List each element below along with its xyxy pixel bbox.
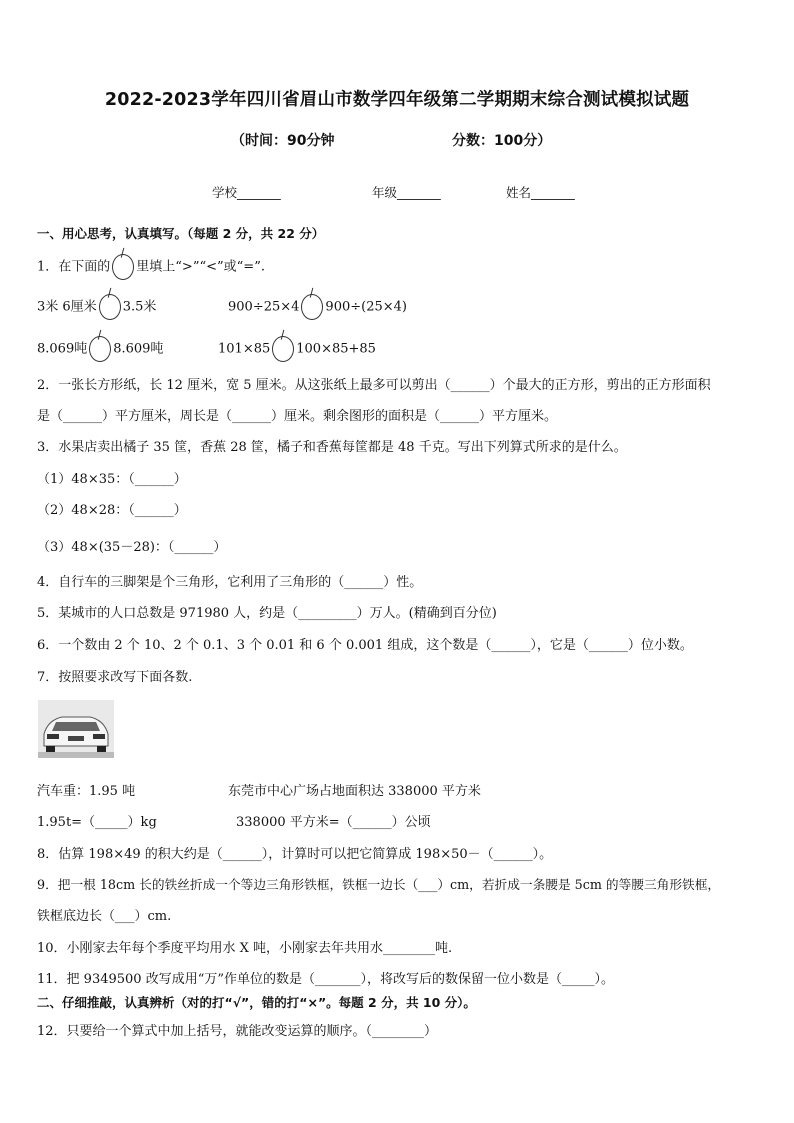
q12: 12．只要给一个算式中加上括号，就能改变运算的顺序。（________） bbox=[37, 1024, 438, 1039]
q1-item-b bbox=[228, 294, 407, 320]
exam-score: 分数：100分） bbox=[452, 133, 552, 149]
q1-a-right: 3.5米 bbox=[122, 299, 157, 315]
q2-line1: 2．一张长方形纸，长 12 厘米，宽 5 厘米。从这张纸上最多可以剪出（______）个最大的正方形，剪出的正方形面积 bbox=[37, 378, 711, 393]
q1-d-left: 101×85 bbox=[218, 341, 271, 357]
q11: 11．把 9349500 改写成用“万”作单位的数是（_______），将改写后的数保留一位小数是（_____）。 bbox=[37, 972, 614, 987]
q1-prompt bbox=[37, 254, 265, 280]
q7-answer-kg: 1.95t=（_____）kg bbox=[37, 815, 157, 830]
q1-d-right: 100×85+85 bbox=[296, 341, 376, 357]
compare-circle-icon bbox=[112, 254, 134, 280]
page-title: 2022-2023学年四川省眉山市数学四年级第二学期期末综合测试模拟试题 bbox=[104, 90, 690, 110]
compare-circle-icon[interactable] bbox=[89, 336, 111, 362]
q3-sub1: （1）48×35：（______） bbox=[37, 472, 187, 487]
q7-car-weight: 汽车重：1.95 吨 bbox=[37, 784, 136, 799]
q1-c-left: 8.069吨 bbox=[37, 341, 88, 357]
q3-stem: 3．水果店卖出橘子 35 筐，香蕉 28 筐，橘子和香蕉每筐都是 48 千克。写出下列算式所求的是什么。 bbox=[37, 440, 627, 455]
q10: 10．小刚家去年每个季度平均用水 X 吨，小刚家去年共用水________吨. bbox=[37, 941, 453, 956]
compare-circle-icon[interactable] bbox=[99, 294, 121, 320]
q1-item-a bbox=[37, 294, 156, 320]
q2-line2: 是（______）平方厘米，周长是（______）厘米。剩余图形的面积是（______）平方厘米。 bbox=[37, 409, 558, 424]
section2-heading: 二、仔细推敲，认真辨析（对的打“√”，错的打“×”。每题 2 分，共 10 分）。 bbox=[37, 995, 476, 1010]
name-field: 姓名_______ bbox=[506, 185, 575, 200]
grade-field: 年级_______ bbox=[372, 185, 441, 200]
q1-c-right: 8.609吨 bbox=[113, 341, 164, 357]
q9-line2: 铁框底边长（___）cm. bbox=[37, 909, 172, 924]
exam-time: （时间：90分钟 bbox=[231, 133, 335, 149]
q1-prefix: 1．在下面的 bbox=[37, 259, 111, 275]
q3-sub2: （2）48×28：（______） bbox=[37, 503, 187, 518]
q5: 5．某城市的人口总数是 971980 人，约是（_________）万人。(精确到百分位) bbox=[37, 606, 497, 621]
car-photo bbox=[38, 700, 114, 758]
q1-item-d bbox=[218, 336, 376, 362]
q8: 8．估算 198×49 的积大约是（______），计算时可以把它简算成 198×50－（______）。 bbox=[37, 847, 553, 862]
q1-a-left: 3米 6厘米 bbox=[37, 299, 97, 315]
school-field: 学校_______ bbox=[212, 185, 281, 200]
q6: 6．一个数由 2 个 10、2 个 0.1、3 个 0.01 和 6 个 0.001 组成，这个数是（______），它是（______）位小数。 bbox=[37, 638, 693, 653]
section1-heading: 一、用心思考，认真填写。（每题 2 分，共 22 分） bbox=[37, 226, 325, 241]
compare-circle-icon[interactable] bbox=[301, 294, 323, 320]
q7-stem: 7．按照要求改写下面各数. bbox=[37, 670, 193, 685]
q7-answer-hectare: 338000 平方米=（______）公顷 bbox=[236, 815, 431, 830]
q9-line1: 9．把一根 18cm 长的铁丝折成一个等边三角形铁框，铁框一边长（___）cm，若折成一条腰是 5cm 的等腰三角形铁框， bbox=[37, 877, 721, 892]
q1-suffix: 里填上“>”“<”或“=”. bbox=[136, 259, 265, 275]
q1-b-right: 900÷(25×4) bbox=[325, 299, 407, 315]
q7-area: 东莞市中心广场占地面积达 338000 平方米 bbox=[228, 784, 481, 799]
compare-circle-icon[interactable] bbox=[272, 336, 294, 362]
q1-item-c bbox=[37, 336, 163, 362]
q3-sub3: （3）48×(35－28)：（______） bbox=[37, 540, 227, 555]
q4: 4．自行车的三脚架是个三角形，它利用了三角形的（______）性。 bbox=[37, 575, 423, 590]
q1-b-left: 900÷25×4 bbox=[228, 299, 300, 315]
